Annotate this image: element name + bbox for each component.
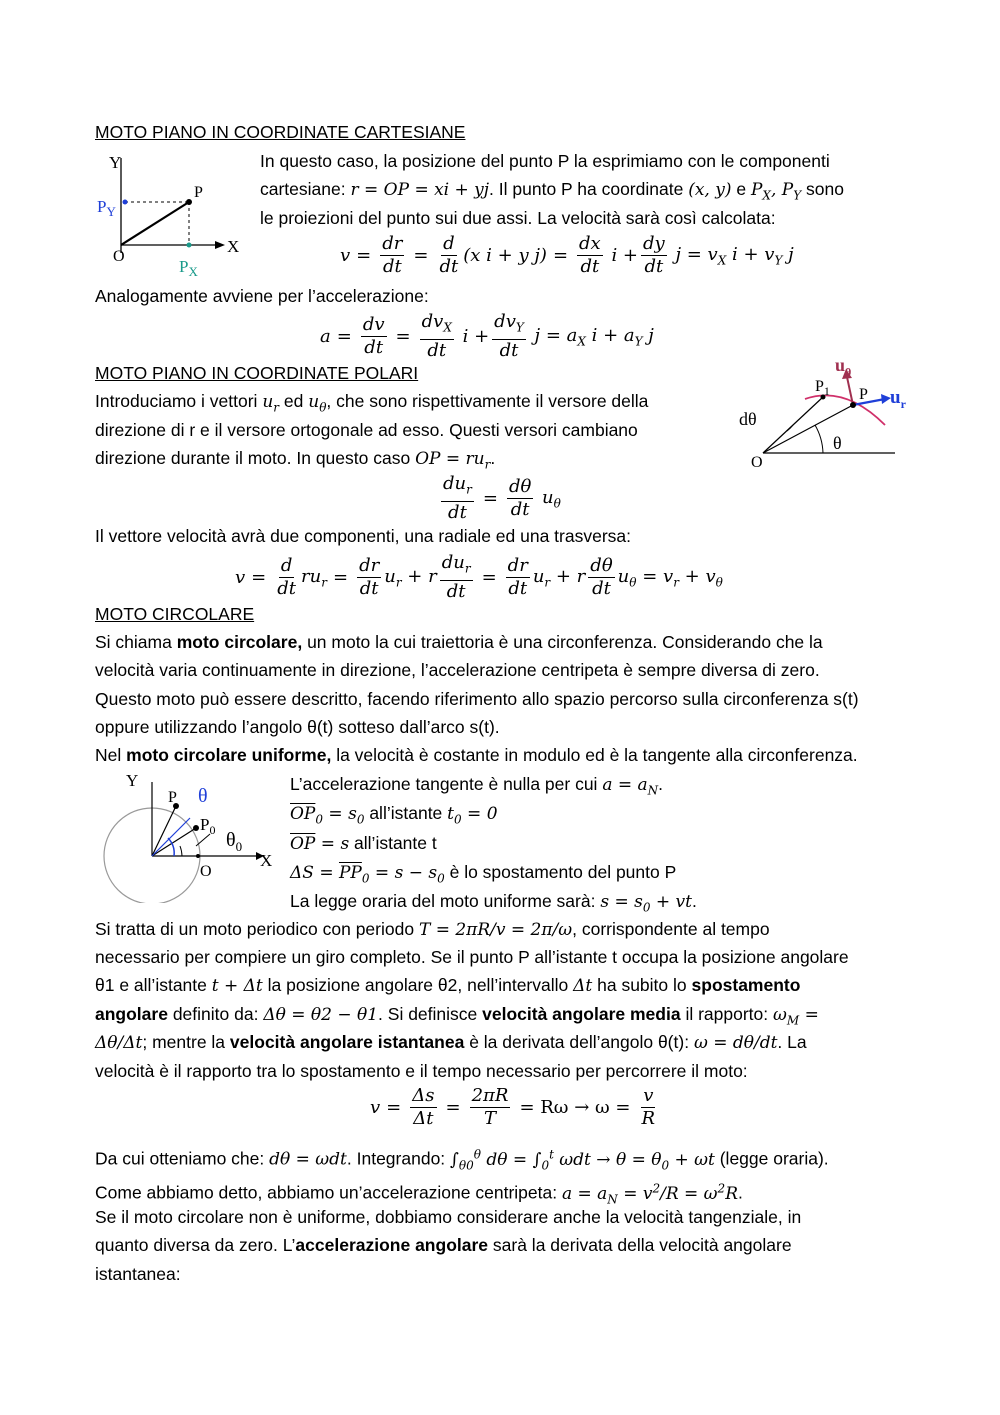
velocity-cartesian-equation: v = $\frac{dr}{dt}$ = $\frac{d}{dt}$ (x i + y j) = $\frac{dx}{dt}$ i + $\frac{dy}{dt}$ $j = v_X$ $i + v_Y$ j [340, 233, 794, 277]
fig3-x-label: X [260, 851, 273, 870]
svg-text:uθ: $u_\theta$ [835, 355, 852, 379]
fig3-p0-label: P [200, 815, 210, 834]
para-nonuniform-1: Se il moto circolare non è uniforme, dobbiamo considerare anche la velocità tangenziale, in [95, 1207, 802, 1227]
para-circular-4: oppure utilizzando l’angolo θ(t) sotteso dall’arco s(t). [95, 717, 500, 737]
heading-circular: MOTO CIRCOLARE [95, 604, 255, 624]
cartesian-figure [95, 148, 255, 283]
fig2-ur-label: u [890, 387, 901, 408]
fig2-p-label: P [859, 386, 868, 403]
fig1-py-label: P [97, 197, 107, 216]
para-cartesian-2: cartesiane: r = OP = xi + yj. Il punto P ha coordinate (x, y) e $P_X$, $P_Y$ sono [260, 179, 844, 203]
fig3-theta-label: θ [198, 785, 208, 807]
para-polar-1: Introduciamo i vettori $u_r$ ed $u_\theta$, che sono rispettivamente il versore della [95, 391, 649, 415]
fig2-o-label: O [751, 454, 763, 471]
fig2-utheta-label: u [835, 355, 846, 375]
svg-text:P0: $P_0$ [200, 815, 216, 837]
fig3-p-label: P [168, 789, 177, 806]
svg-text:P1: $P_1$ [815, 378, 830, 398]
para-circle-1: L’accelerazione tangente è nulla per cui $a = a_N$. [290, 774, 664, 798]
fig1-y-label: Y [109, 153, 122, 172]
acceleration-cartesian-equation: a = $\frac{dv}{dt}$ = $\frac{dv_X}{dt}$ i + $\frac{dv_Y}{dt}$ $j = a_X$ $i + a_Y$ j [320, 311, 654, 361]
para-circle-5: La legge oraria del moto uniforme sarà: $s = s_0$ + vt. [290, 891, 697, 915]
fig1-px-label: P [179, 257, 189, 276]
heading-polar: MOTO PIANO IN COORDINATE POLARI [95, 363, 419, 383]
heading-cartesian: MOTO PIANO IN COORDINATE CARTESIANE [95, 122, 466, 142]
svg-text:ur: $u_r$ [890, 387, 906, 411]
para-period-1: Si tratta di un moto periodico con periodo T = 2πR/v = 2π/ω, corrispondente al tempo [95, 919, 770, 940]
para-integration: Da cui otteniamo che: dθ = ωdt. Integrando: $\int_{\theta 0}^\theta$ $d\theta = \int_0^t$ $\omega dt \to \theta = \theta_0 + \omega t$ (legge oraria). [95, 1147, 829, 1173]
para-circular-3: Questo moto può essere descritto, facendo riferimento allo spazio percorso sulla circonferenza s(t) [95, 689, 859, 709]
para-circle-2: $\overline{OP}_0 = s_0$ all’istante $t_0 = 0$ [290, 803, 498, 827]
svg-text:PX: $P_X$ [179, 257, 198, 279]
fig3-o-label: O [200, 863, 212, 880]
polar-figure [735, 355, 925, 475]
velocity-polar-equation: v = $\frac{d}{dt}$ $ru_r$ = $\frac{dr}{dt}$ $u_r + r$ $\frac{du_r}{dt}$ = $\frac{dr}{dt}$ $u_r + r$ $\frac{d\theta}{dt}$ $u_\theta = v_r + v_\theta$ [235, 552, 723, 602]
para-period-4: angolare definito da: Δθ = θ2 − θ1. Si definisce velocità angolare media il rapporto: $\omega_M$ = [95, 1004, 819, 1028]
para-circular-2: velocità varia continuamente in direzione, l’accelerazione centripeta è sempre diversa di zero. [95, 660, 820, 680]
para-circular-1: Si chiama moto circolare, un moto la cui traiettoria è una circonferenza. Considerando che la [95, 632, 823, 652]
svg-text:PY: $P_Y$ [97, 197, 116, 219]
fig1-o-label: O [113, 248, 125, 265]
para-period-6: velocità è il rapporto tra lo spostamento e il tempo necessario per percorrere il moto: [95, 1061, 748, 1081]
fig2-dtheta-label: dθ [739, 409, 757, 429]
para-polar-3: direzione durante il moto. In questo caso OP = $ru_r$. [95, 448, 496, 472]
para-circle-4: $\Delta S = \overline{PP}_0 = s - s_0$ è lo spostamento del punto P [290, 862, 677, 886]
angular-velocity-equation: v = $\frac{\Delta s}{\Delta t}$ = $\frac{2\pi R}{T}$ = Rω → ω = $\frac{v}{R}$ [370, 1085, 656, 1129]
fig1-p-label: P [194, 184, 203, 201]
fig2-p1-label: P [815, 378, 824, 395]
para-circle-3: $\overline{OP} = s$ all’istante t [290, 833, 437, 854]
para-nonuniform-3: istantanea: [95, 1264, 181, 1284]
fig2-theta-label: θ [833, 433, 842, 453]
para-cartesian-3: le proiezioni del punto sui due assi. La velocità sarà così calcolata: [260, 208, 776, 228]
para-period-5: Δθ/Δt; mentre la velocità angolare istantanea è la derivata dell’angolo θ(t): ω = dθ/dt. La [95, 1032, 807, 1053]
circular-figure [98, 768, 283, 903]
para-nonuniform-2: quanto diversa da zero. L’accelerazione angolare sarà la derivata della velocità angolare [95, 1235, 792, 1255]
para-polar-2: direzione di r e il versore ortogonale ad esso. Questi versori cambiano [95, 420, 638, 440]
para-uniform: Nel moto circolare uniforme, la velocità è costante in modulo ed è la tangente alla circonferenza. [95, 745, 858, 765]
fig3-y-label: Y [126, 771, 139, 790]
fig1-x-label: X [227, 237, 240, 256]
para-acceleration: Analogamente avviene per l’accelerazione: [95, 286, 429, 306]
para-period-3: θ1 e all’istante t + Δt la posizione angolare θ2, nell’intervallo Δt ha subito lo spostamento [95, 975, 801, 996]
fig3-theta0-label: θ [226, 829, 236, 851]
para-centripetal: Come abbiamo detto, abbiamo un’accelerazione centripeta: $a = a_N = v^2/R = \omega^2R$. [95, 1181, 743, 1207]
para-period-2: necessario per compiere un giro completo. Se il punto P all’istante t occupa la posizione angolare [95, 947, 849, 967]
versor-derivative-equation: $\frac{du_r}{dt}$ = $\frac{d\theta}{dt}$ $u_\theta$ [443, 473, 561, 523]
para-polar-velocity: Il vettore velocità avrà due componenti, una radiale ed una trasversa: [95, 526, 632, 546]
para-cartesian-1: In questo caso, la posizione del punto P la esprimiamo con le componenti [260, 151, 830, 171]
svg-text:θ0: $\theta_0$ [226, 829, 243, 854]
